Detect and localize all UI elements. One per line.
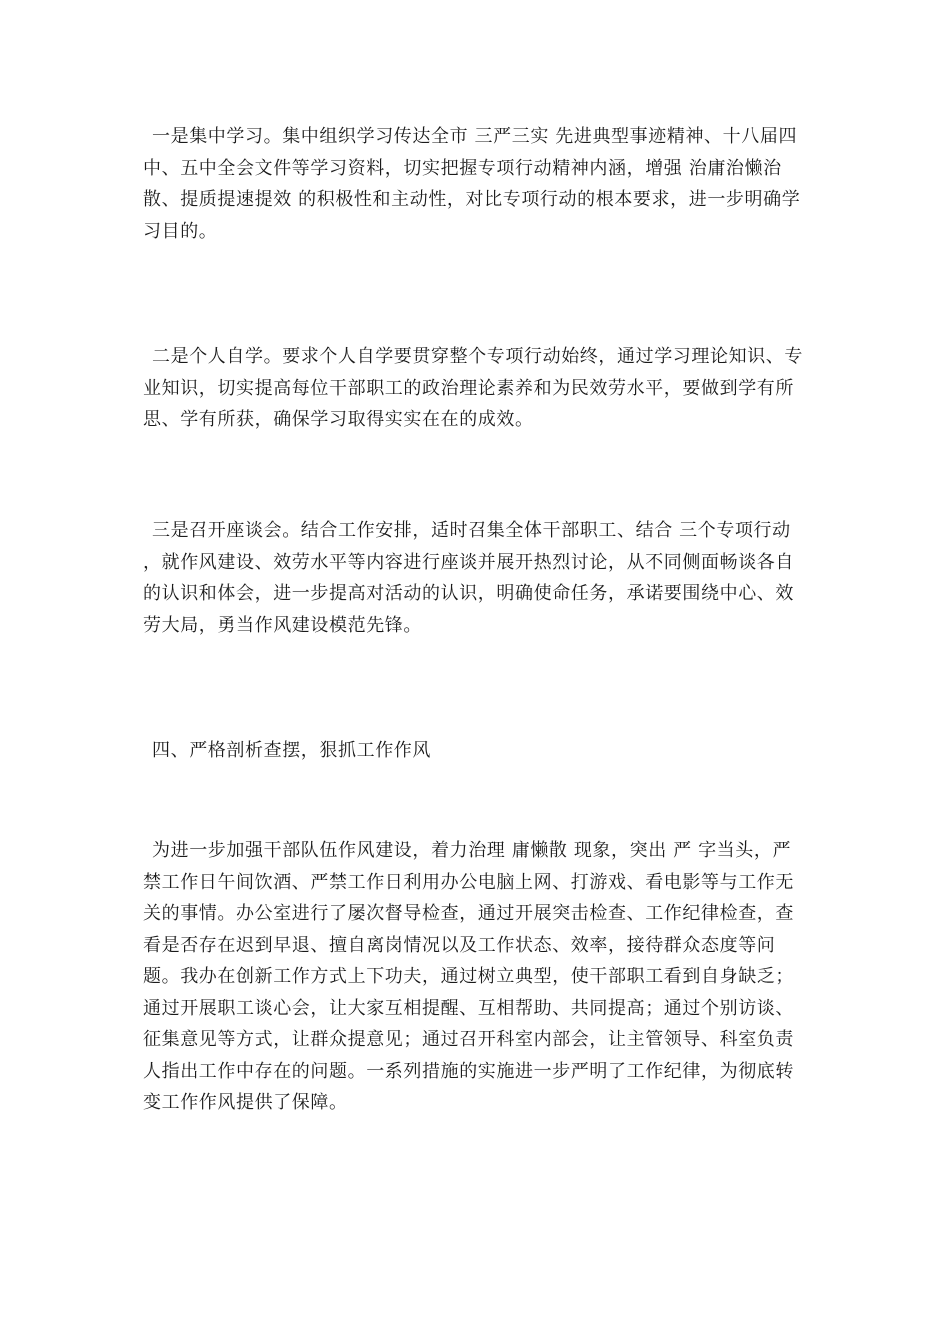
paragraph-work-style: 为进一步加强干部队伍作风建设，着力治理 庸懒散 现象，突出 严 字当头，严禁工作日午间饮酒、严禁工作日利用办公电脑上网、打游戏、看电影等与工作无关的事情。办公室进行了屡次督导检查，通过开展突击检查、工作纪律检查，查看是否存在迟到早退、擅自离岗情况以及工作状态、效率，接待群众态度等问题。我办在创新工作方式上下功夫，通过树立典型，使干部职工看到自身缺乏；通过开展职工谈心会，让大家互相提醒、互相帮助、共同提高；通过个别访谈、征集意见等方式，让群众提意见；通过召开科室内部会，让主管领导、科室负责人指出工作中存在的问题。一系列措施的实施进一步严明了工作纪律，为彻底转变工作作风提供了保障。 bbox=[143, 840, 794, 1113]
paragraph-centralized-study: 一是集中学习。集中组织学习传达全市 三严三实 先进典型事迹精神、十八届四中、五中全会文件等学习资料，切实把握专项行动精神内涵，增强 治庸治懒治散、提质提速提效 的积极性和主动性，对比专项行动的根本要求，进一步明确学习目的。 bbox=[143, 126, 801, 242]
paragraph-symposium: 三是召开座谈会。结合工作安排，适时召集全体干部职工、结合 三个专项行动 ，就作风建设、效劳水平等内容进行座谈并展开热烈讨论，从不同侧面畅谈各自的认识和体会，进一步提高对活动的认识，明确使命任务，承诺要围绕中心、效劳大局，勇当作风建设模范先锋。 bbox=[143, 520, 794, 636]
paragraph-self-study: 二是个人自学。要求个人自学要贯穿整个专项行动始终，通过学习理论知识、专业知识，切实提高每位干部职工的政治理论素养和为民效劳水平，要做到学有所思、学有所获，确保学习取得实实在在的成效。 bbox=[143, 346, 803, 430]
section-heading: 四、严格剖析查摆，狠抓工作作风 bbox=[152, 740, 431, 761]
